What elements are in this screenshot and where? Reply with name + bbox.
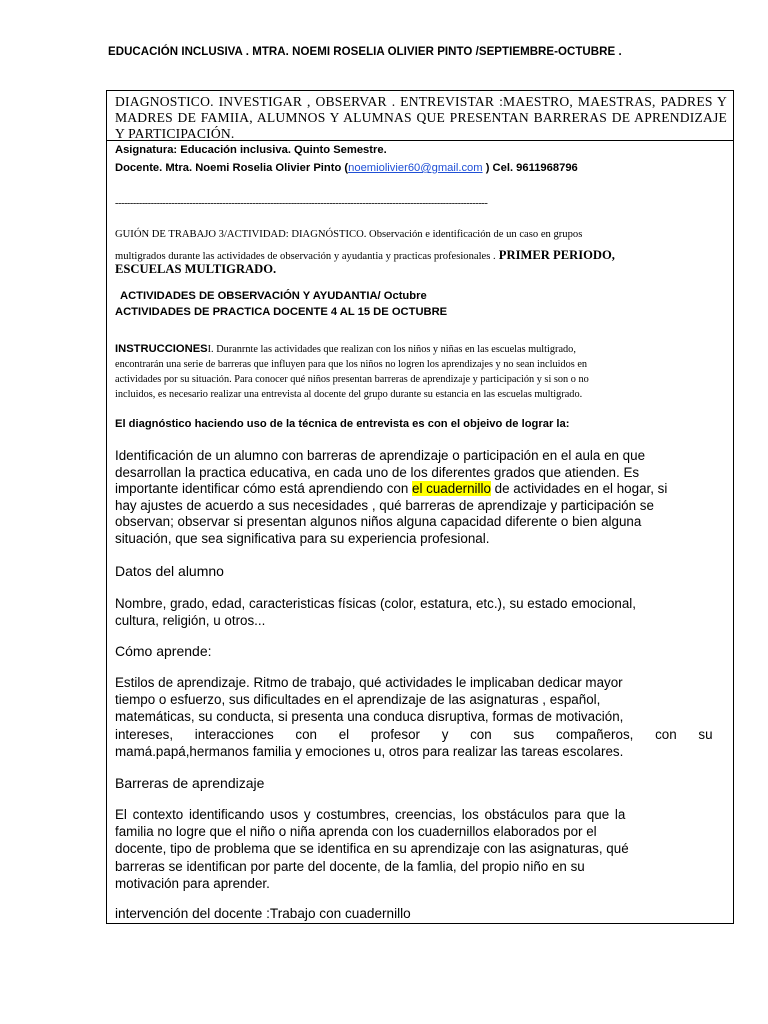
datos-line-2: cultura, religión, u otros... bbox=[115, 612, 266, 628]
instructions-line-2: encontrarán una serie de barreras que influyen para que los niños no logren los aprendizajes y no sean incluidos en bbox=[115, 359, 588, 370]
datos-line-1: Nombre, grado, edad, caracteristicas físicas (color, estatura, etc.), su estado emocional, bbox=[115, 596, 636, 611]
como-line-3: matemáticas, su conducta, si presenta una conduca disruptiva, formas de motivación, bbox=[115, 709, 624, 725]
email-link[interactable]: noemiolivier60@gmail.com bbox=[348, 162, 483, 174]
section-datos-title: Datos del alumno bbox=[115, 563, 224, 579]
identification-line-1: Identificación de un alumno con barreras de aprendizaje o participación en el aula en que bbox=[115, 448, 646, 463]
barreras-line-1: El contexto identificando usos y costumbres, creencias, los obstáculos para que la bbox=[115, 807, 626, 822]
document-table bbox=[106, 90, 734, 924]
instructions-line-1: I. Duranrnte las actividades que realizan con los niños y niñas en las escuelas multigrado, bbox=[207, 344, 576, 355]
barreras-line-3: docente, tipo de problema que se identifica en su aprendizaje con las asignaturas, qué bbox=[115, 841, 629, 857]
teacher-phone: ) Cel. 9611968796 bbox=[482, 162, 578, 174]
section-como-title: Cómo aprende: bbox=[115, 643, 212, 659]
document-header: EDUCACIÓN INCLUSIVA . MTRA. NOEMI ROSELIA OLIVIER PINTO /SEPTIEMBRE-OCTUBRE . bbox=[108, 46, 622, 58]
section-barreras-title: Barreras de aprendizaje bbox=[115, 775, 265, 791]
identification-line-2: desarrollan la practica educativa, en cada uno de los diferentes grados que atienden. Es bbox=[115, 464, 640, 480]
teacher-name: Docente. Mtra. Noemi Roselia Olivier Pinto ( bbox=[115, 162, 349, 174]
identification-line-6: situación, que sea significativa para su experiencia profesional. bbox=[115, 530, 490, 546]
guide-period: PRIMER PERIODO, bbox=[495, 248, 615, 262]
teacher-line bbox=[115, 162, 578, 174]
section-como-body bbox=[115, 674, 727, 760]
instructions-block bbox=[115, 342, 729, 402]
section-barreras-body bbox=[115, 806, 727, 892]
highlighted-cuadernillo: el cuadernillo bbox=[412, 481, 491, 496]
identification-line-3-start: importante identificar cómo está aprendiendo con bbox=[115, 481, 413, 496]
objective-line: El diagnóstico haciendo uso de la técnica de entrevista es con el objeivo de lograr la: bbox=[115, 418, 570, 430]
section-datos-body bbox=[115, 596, 636, 629]
activities-observation: ACTIVIDADES DE OBSERVACIÓN Y AYUDANTIA/ Octubre bbox=[120, 290, 427, 302]
guide-line-2-text: multigrados durante las actividades de observación y ayudantia y practicas profesionales . bbox=[115, 251, 496, 262]
como-line-1: Estilos de aprendizaje. Ritmo de trabajo, qué actividades le implicaban dedicar mayor bbox=[115, 675, 623, 690]
section-intervencion: intervención del docente :Trabajo con cuadernillo bbox=[115, 906, 411, 921]
como-line-4: intereses, interacciones con el profesor y con sus compañeros, con su bbox=[115, 726, 713, 742]
guide-schools: ESCUELAS MULTIGRADO. bbox=[115, 262, 277, 276]
barreras-line-2: familia no logre que el niño o niña aprenda con los cuadernillos elaborados por el bbox=[115, 824, 597, 840]
barreras-line-5: motivación para aprender. bbox=[115, 875, 270, 891]
identification-line-3-end: de actividades en el hogar, si bbox=[490, 481, 668, 496]
subject-line: Asignatura: Educación inclusiva. Quinto Semestre. bbox=[115, 144, 387, 156]
identification-line-5: observan; observar si presentan algunos niños alguna capacidad diferente o bien alguna bbox=[115, 514, 642, 529]
guide-line-1: GUIÓN DE TRABAJO 3/ACTIVIDAD: DIAGNÓSTICO. Observación e identificación de un caso en grupos bbox=[115, 229, 583, 240]
activities-practice: ACTIVIDADES DE PRACTICA DOCENTE 4 AL 15 DE OCTUBRE bbox=[115, 306, 448, 318]
barreras-line-4: barreras se identifican por parte del docente, de la famlia, del propio niño en su bbox=[115, 858, 585, 874]
instructions-line-3: actividades por su situación. Para conocer qué niños presentan barreras de aprendizaje y participación y si son o no bbox=[115, 374, 589, 385]
como-line-5: mamá.papá,hermanos familia y emociones u, otros para realizar las tareas escolares. bbox=[115, 743, 624, 759]
instructions-label: INSTRUCCIONES bbox=[115, 343, 208, 355]
instructions-line-4: incluidos, es necesario realizar una entrevista al docente del grupo durante su estancia en las escuelas multigrado. bbox=[115, 389, 583, 400]
como-line-2: tiempo o esfuerzo, sus dificultades en el aprendizaje de las asignaturas , español, bbox=[115, 692, 601, 708]
diagnostic-title: DIAGNOSTICO. INVESTIGAR , OBSERVAR . ENTREVISTAR :MAESTRO, MAESTRAS, PADRES Y MADRES DE FAMIIA, ALUMNOS Y ALUMNAS QUE PRESENTAN BARRERAS DE APRENDIZAJE Y PARTICIPACIÓN. bbox=[107, 91, 733, 141]
identification-paragraph bbox=[115, 448, 667, 547]
identification-line-4: hay ajustes de acuerdo a sus necesidades , qué barreras de aprendizaje y participación se bbox=[115, 497, 654, 513]
identification-line-3 bbox=[115, 481, 667, 498]
divider-line: ----------------------------------------------------------------------------------------------------------------------------- bbox=[115, 198, 488, 209]
